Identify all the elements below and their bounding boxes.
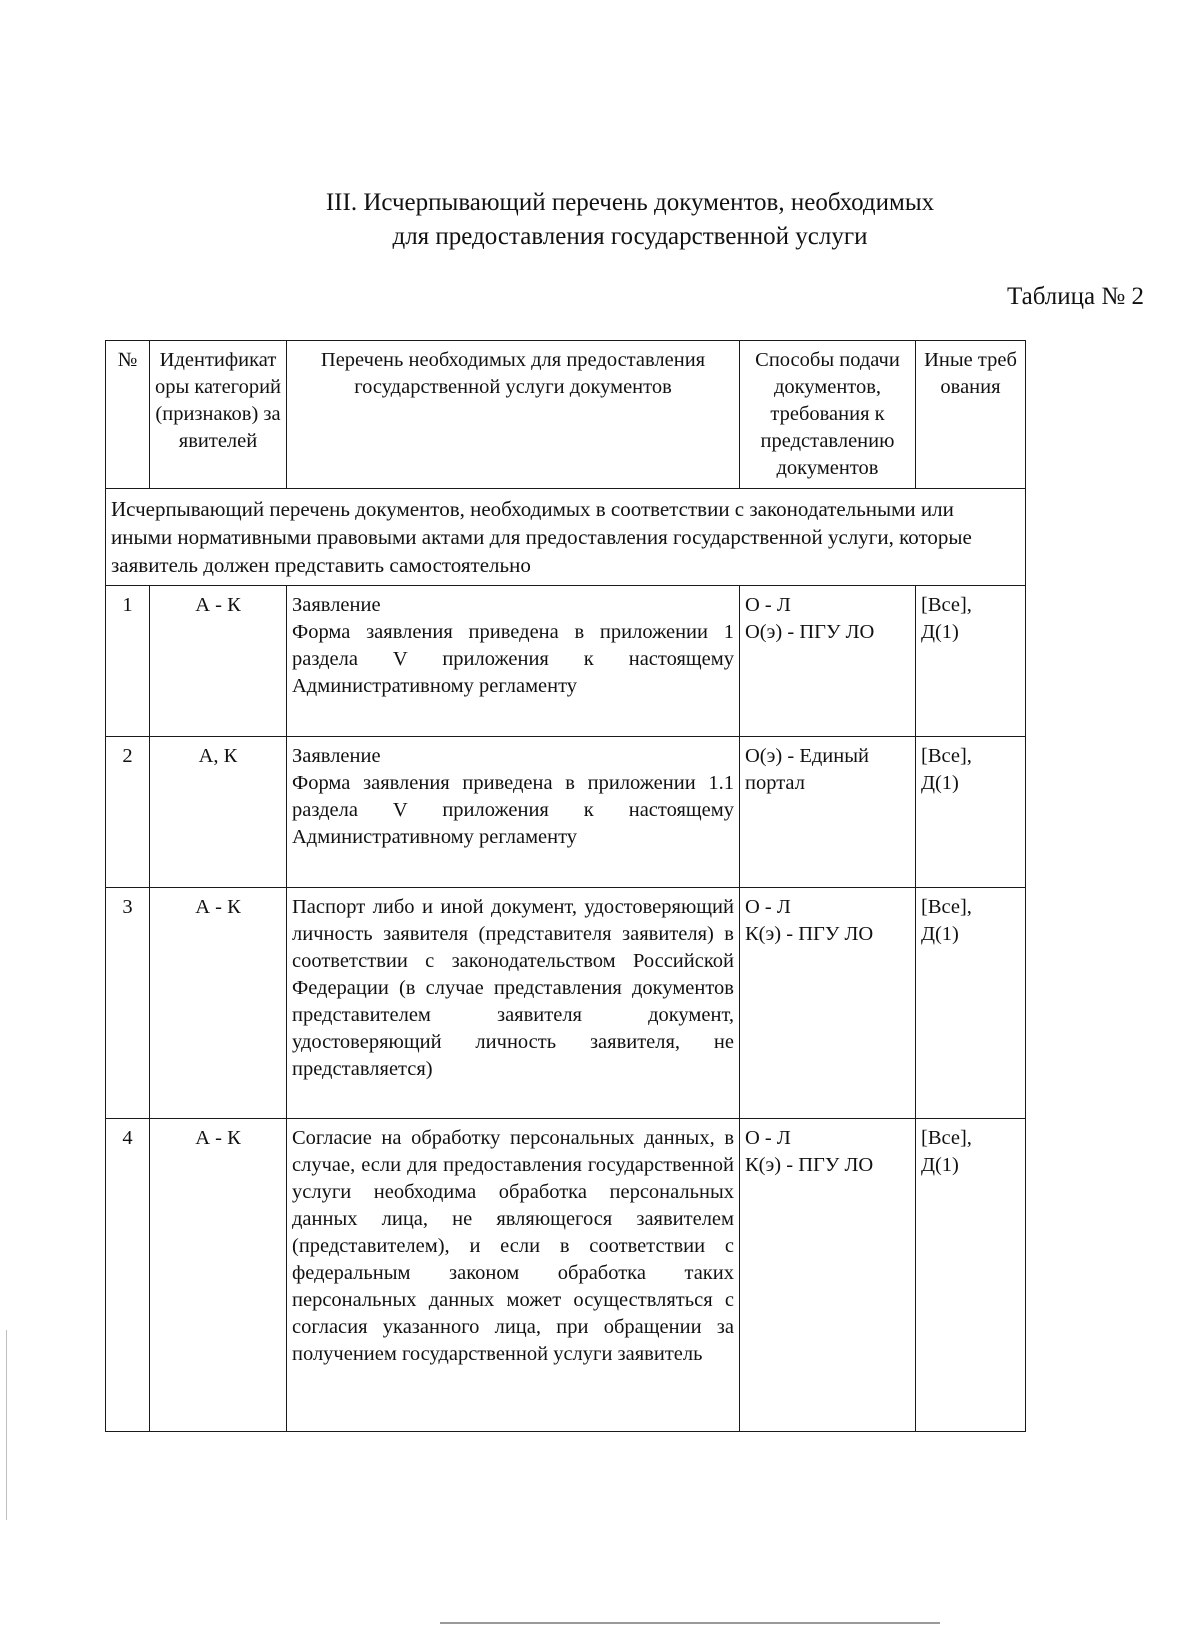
row-other xyxy=(916,888,1026,1119)
row-other-2: Д(1) xyxy=(921,1154,959,1176)
row-method-2: К(э) - ПГУ ЛО xyxy=(745,923,874,945)
table-number-label: Таблица № 2 xyxy=(1006,283,1144,310)
row-other-2: Д(1) xyxy=(921,621,959,643)
row-method-1: О - Л xyxy=(745,594,791,616)
row-method-2: К(э) - ПГУ ЛО xyxy=(745,1154,874,1176)
row-category: А - К xyxy=(150,586,287,737)
row-category: А - К xyxy=(150,1119,287,1432)
row-other xyxy=(916,586,1026,737)
row-number: 3 xyxy=(106,888,150,1119)
row-other-1: [Все], xyxy=(921,745,972,767)
row-methods xyxy=(740,1119,916,1432)
header-other-requirements: Иные требования xyxy=(916,341,1026,489)
row-other-2: Д(1) xyxy=(921,923,959,945)
table-row xyxy=(106,888,1026,1119)
row-other xyxy=(916,737,1026,888)
row-method-1: О - Л xyxy=(745,896,791,918)
row-category: А, К xyxy=(150,737,287,888)
row-document-title: Заявление xyxy=(292,745,381,767)
scan-bottom-line xyxy=(440,1622,940,1624)
row-document-text: Паспорт либо и иной документ, удостоверяющий личность заявителя (представителя заявителя) в соответствии с законодательством Российской Федерации (в случае представления документов представителем заявителя документ, удостоверяющий личность заявителя, не представляется) xyxy=(292,896,734,1080)
row-methods xyxy=(740,586,916,737)
row-document xyxy=(287,1119,740,1432)
scan-margin-line xyxy=(6,1330,7,1520)
row-method-1: О(э) - Единый портал xyxy=(745,745,869,794)
row-category: А - К xyxy=(150,888,287,1119)
row-document-text: Согласие на обработку персональных данных, в случае, если для предоставления государственной услуги необходима обработка персональных данных лица, не являющегося заявителем (представителем), и если в соответствии с федеральным законом обработка таких персональных данных может осуществляться с согласия указанного лица, при обращении за получением государственной услуги заявитель xyxy=(292,1127,734,1365)
row-document-title: Заявление xyxy=(292,594,381,616)
row-number: 4 xyxy=(106,1119,150,1432)
row-other-2: Д(1) xyxy=(921,772,959,794)
section-heading-line-2: для предоставления государственной услуги xyxy=(392,223,868,250)
row-other-1: [Все], xyxy=(921,896,972,918)
section-heading xyxy=(260,186,1000,254)
row-document xyxy=(287,737,740,888)
row-other-1: [Все], xyxy=(921,1127,972,1149)
header-submission-methods: Способы подачи документов, требования к представлению документов xyxy=(740,341,916,489)
row-methods xyxy=(740,737,916,888)
row-other-1: [Все], xyxy=(921,594,972,616)
row-number: 2 xyxy=(106,737,150,888)
table-row xyxy=(106,1119,1026,1432)
row-document-text: Форма заявления приведена в приложении 1 раздела V приложения к настоящему Административному регламенту xyxy=(292,621,734,697)
row-number: 1 xyxy=(106,586,150,737)
table-row xyxy=(106,737,1026,888)
row-method-1: О - Л xyxy=(745,1127,791,1149)
row-methods xyxy=(740,888,916,1119)
row-method-2: О(э) - ПГУ ЛО xyxy=(745,621,875,643)
header-number: № xyxy=(106,341,150,489)
table-header-row xyxy=(106,341,1026,489)
row-document-text: Форма заявления приведена в приложении 1.1 раздела V приложения к настоящему Административному регламенту xyxy=(292,772,734,848)
documents-table xyxy=(105,340,1026,1432)
header-documents-list: Перечень необходимых для предоставления государственной услуги документов xyxy=(287,341,740,489)
header-applicant-identifiers: Идентификаторы категорий (признаков) заявителей xyxy=(150,341,287,489)
row-document xyxy=(287,888,740,1119)
section-heading-line-1: III. Исчерпывающий перечень документов, необходимых xyxy=(325,189,935,216)
table-row xyxy=(106,586,1026,737)
row-other xyxy=(916,1119,1026,1432)
row-document xyxy=(287,586,740,737)
table-section-row xyxy=(106,489,1026,586)
section-title: Исчерпывающий перечень документов, необходимых в соответствии с законодательными или иными нормативными правовыми актами для предоставления государственной услуги, которые заявитель должен представить самостоятельно xyxy=(106,489,1026,586)
